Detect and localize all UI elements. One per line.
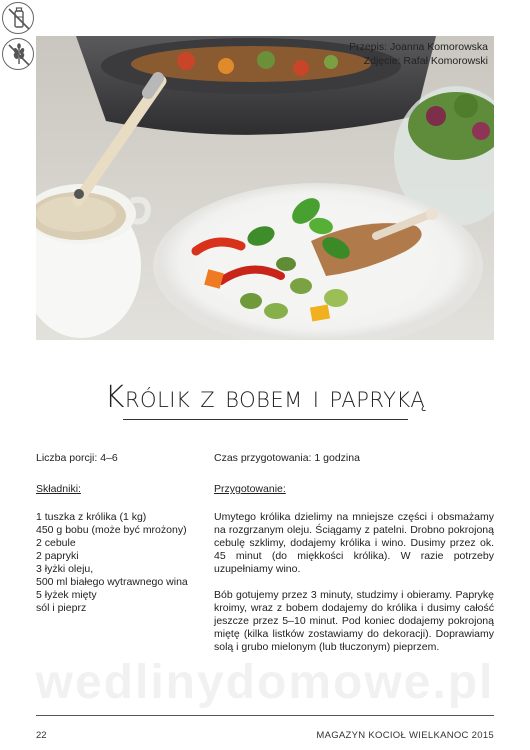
- ingredients-heading: Składniki:: [36, 483, 81, 495]
- ingredient-item: 1 tuszka z królika (1 kg): [36, 511, 147, 523]
- footer-divider: [36, 715, 494, 716]
- photo-author: Zdjęcie: Rafał Komorowski: [363, 55, 488, 67]
- ingredients-column: [36, 452, 206, 615]
- magazine-name: MAGAZYN KOCIOŁ WIELKANOC 2015: [316, 730, 494, 741]
- recipe-author: Przepis: Joanna Komorowska: [349, 41, 488, 53]
- ingredient-item: 5 łyżek mięty: [36, 589, 97, 601]
- watermark: wedlinydomowe.pl: [35, 656, 495, 709]
- page-number: 22: [36, 730, 47, 741]
- ingredient-item: sól i pieprz: [36, 602, 87, 614]
- prep-time: Czas przygotowania: 1 godzina: [214, 452, 360, 464]
- ingredient-item: 450 g bobu (może być mrożony): [36, 524, 187, 536]
- portions: Liczba porcji: 4–6: [36, 452, 118, 464]
- photo-credits: [349, 40, 488, 68]
- title-underline: [123, 419, 408, 420]
- preparation-column: [214, 452, 494, 667]
- ingredient-item: 2 cebule: [36, 537, 76, 549]
- preparation-heading: Przygotowanie:: [214, 483, 286, 495]
- ingredient-item: 3 łyżki oleju,: [36, 563, 94, 575]
- ingredients-list: [36, 511, 206, 615]
- recipe-title: Królik z bobem i papryką: [104, 380, 426, 415]
- food-illustration: [36, 36, 494, 340]
- gluten-free-icon: [2, 38, 34, 70]
- lactose-free-icon: [2, 2, 34, 34]
- ingredient-item: 2 papryki: [36, 550, 79, 562]
- preparation-step: Bób gotujemy przez 3 minuty, studzimy i obieramy. Paprykę kroimy, wraz z bobem dodajemy do królika i dusimy całość jeszcze przez 5–10 minut. Pod koniec dodajemy pokrojoną miętę (kilka listków zostawiamy do dekoracji). Doprawiamy solą i grubo mielonym (lub tłuczonym) pieprzem.: [214, 589, 494, 653]
- ingredient-item: 500 ml białego wytrawnego wina: [36, 576, 188, 588]
- recipe-photo: [36, 36, 494, 340]
- preparation-step: Umytego królika dzielimy na mniejsze części i obsmażamy na rozgrzanym oleju. Ściągamy z patelni. Drobno pokrojoną cebulę szklimy, dodajemy królika i wino. Dusimy przez ok. 45 minut (do miękkości królika). W razie potrzeby uzupełniamy wino.: [214, 511, 494, 575]
